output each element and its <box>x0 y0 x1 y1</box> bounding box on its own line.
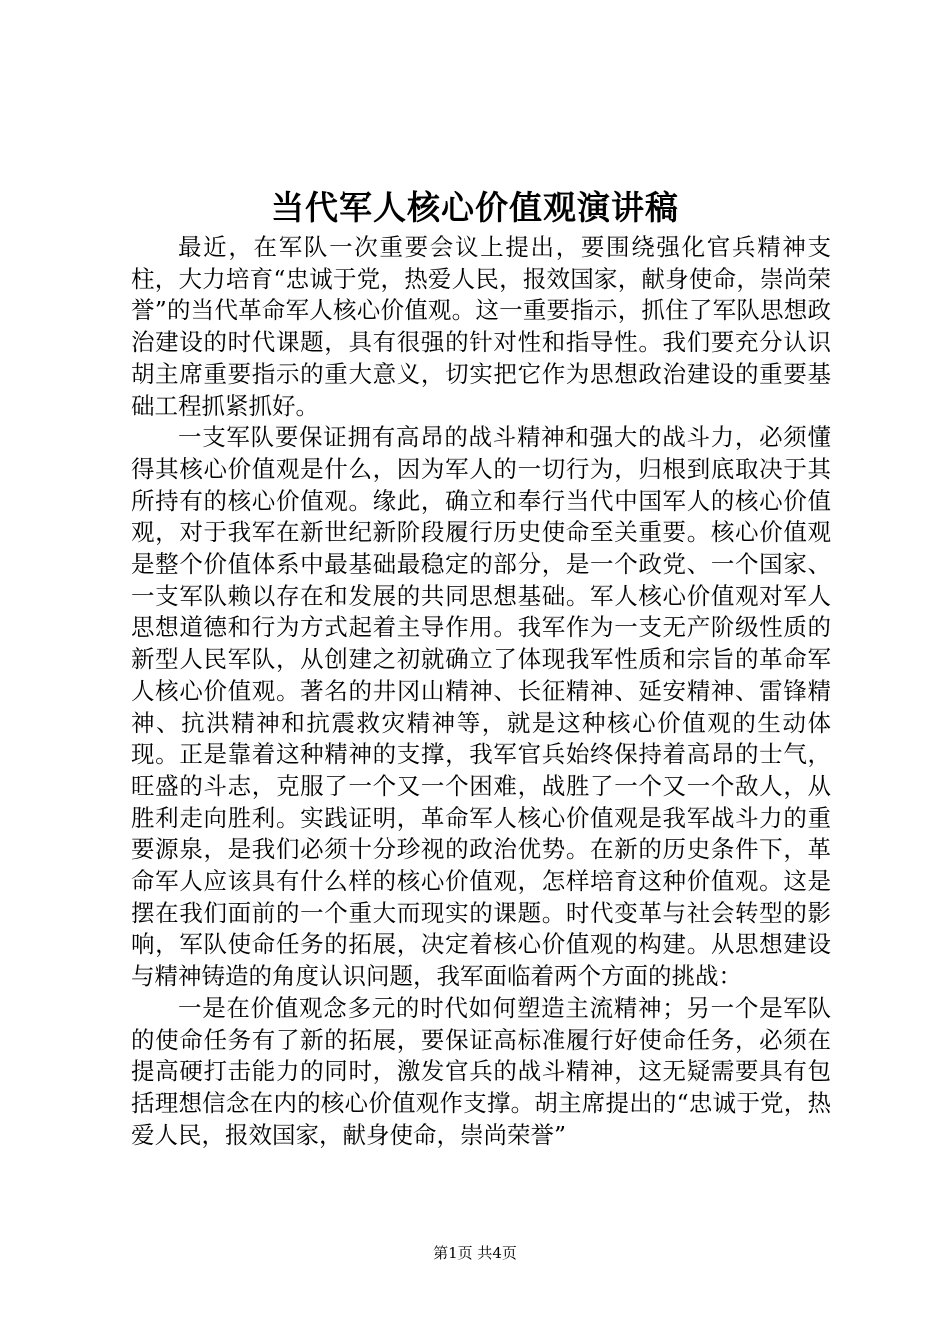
paragraph-3: 一是在价值观念多元的时代如何塑造主流精神；另一个是军队的使命任务有了新的拓展，要保证高标准履行好使命任务，必须在提高硬打击能力的同时，激发官兵的战斗精神，这无疑需要具有包括理想信念在内的核心价值观作支撑。胡主席提出的“忠诚于党，热爱人民，报效国家，献身使命，崇尚荣誉” <box>131 993 831 1149</box>
document-body <box>131 232 831 1151</box>
page-number-footer: 第1页 共4页 <box>433 1244 517 1262</box>
page-title: 当代军人核心价值观演讲稿 <box>271 188 679 227</box>
paragraph-2: 一支军队要保证拥有高昂的战斗精神和强大的战斗力，必须懂得其核心价值观是什么，因为军人的一切行为，归根到底取决于其所持有的核心价值观。缘此，确立和奉行当代中国军人的核心价值观，对于我军在新世纪新阶段履行历史使命至关重要。核心价值观是整个价值体系中最基础最稳定的部分，是一个政党、一个国家、一支军队赖以存在和发展的共同思想基础。军人核心价值观对军人思想道德和行为方式起着主导作用。我军作为一支无产阶级性质的新型人民军队，从创建之初就确立了体现我军性质和宗旨的革命军人核心价值观。著名的井冈山精神、长征精神、延安精神、雷锋精神、抗洪精神和抗震救灾精神等，就是这种核心价值观的生动体现。正是靠着这种精神的支撑，我军官兵始终保持着高昂的士气，旺盛的斗志，克服了一个又一个困难，战胜了一个又一个敌人，从胜利走向胜利。实践证明，革命军人核心价值观是我军战斗力的重要源泉，是我们必须十分珍视的政治优势。在新的历史条件下，革命军人应该具有什么样的核心价值观，怎样培育这种价值观。这是摆在我们面前的一个重大而现实的课题。时代变革与社会转型的影响，军队使命任务的拓展，决定着核心价值观的构建。从思想建设与精神铸造的角度认识问题，我军面临着两个方面的挑战： <box>131 423 831 991</box>
paragraph-1: 最近，在军队一次重要会议上提出，要围绕强化官兵精神支柱，大力培育“忠诚于党，热爱人民，报效国家，献身使命，崇尚荣誉”的当代革命军人核心价值观。这一重要指示，抓住了军队思想政治建设的时代课题，具有很强的针对性和指导性。我们要充分认识胡主席重要指示的重大意义，切实把它作为思想政治建设的重要基础工程抓紧抓好。 <box>131 233 831 420</box>
